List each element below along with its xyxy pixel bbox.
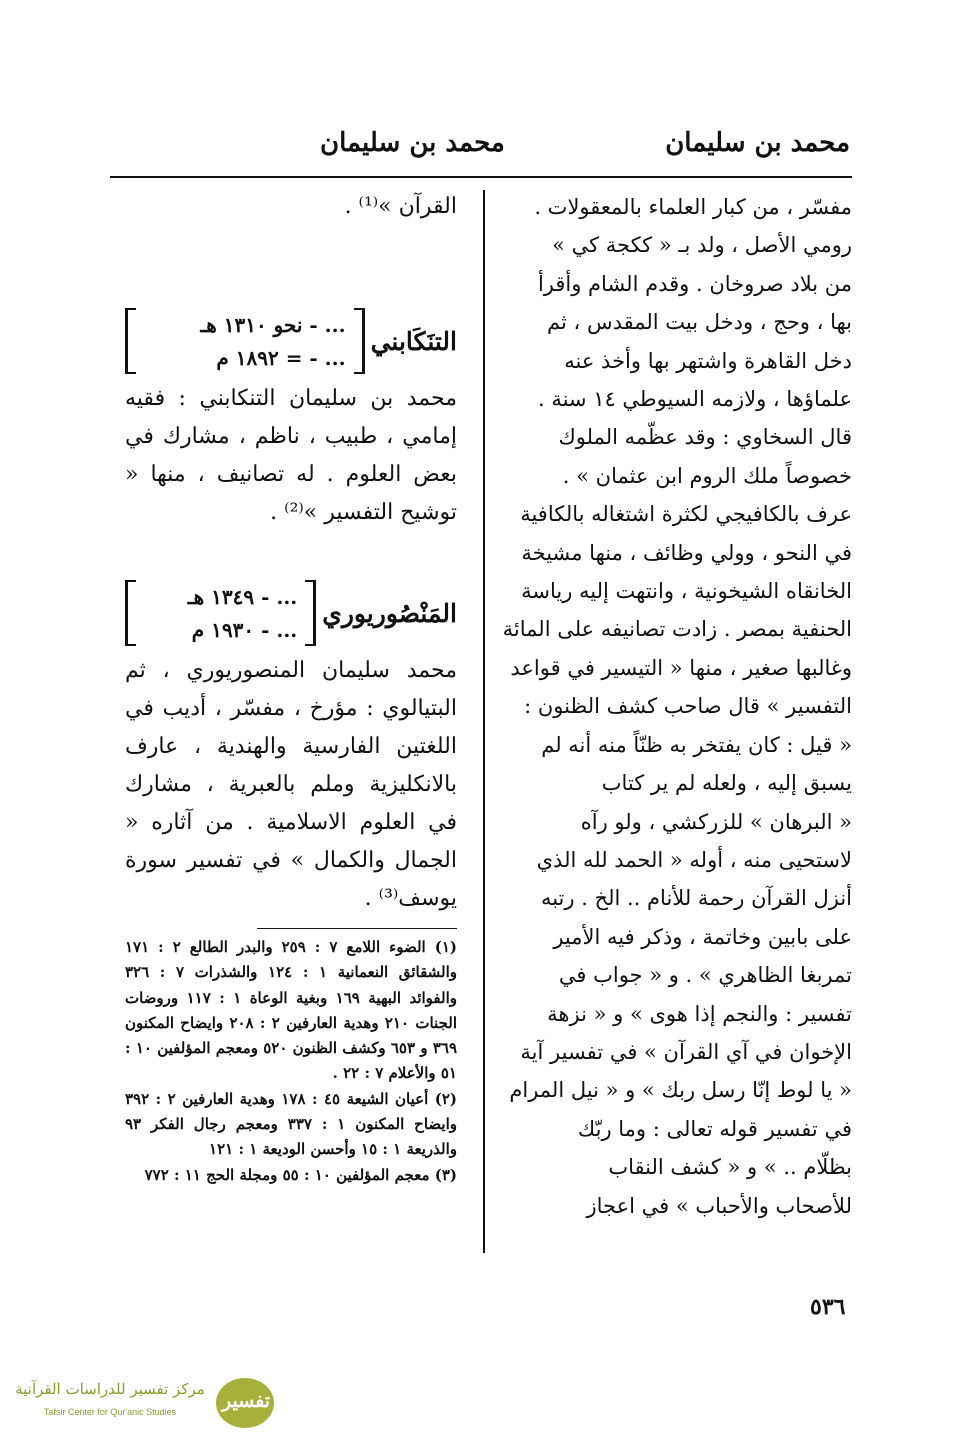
left-column xyxy=(125,188,457,1188)
footnote: (٢) أعيان الشيعة ٤٥ : ١٧٨ وهدية العارفين ٢ : ٣٩٢ وايضاح المكنون ١ : ٣٣٧ ومعجم رجال الفكر ٩٣ والذريعة ١ : ١٥ وأحسن الوديعة ١ : ١٢١ xyxy=(125,1089,457,1159)
text-line: التفسير » قال صاحب كشف الظنون : xyxy=(524,694,852,719)
text-line: تمربغا الظاهري » . و « جواب في xyxy=(558,963,852,988)
text-line: « يا لوط إنّا رسل ربك » و « نيل المرام xyxy=(509,1078,852,1103)
bracket-left xyxy=(125,580,136,646)
footnote: (١) الضوء اللامع ٧ : ٢٥٩ والبدر الطالع ٢ : ١٧١ والشقائق النعمانية ١ : ١٢٤ والشذرات ٧ : ٣٢٦ والفوائد البهية ١٦٩ وبغية الوعاة ١ : ١١٧ وروضات الجنات ٢١٠ وهدية العارفين ٢ : ٢٠٨ وايضاح المكنون ٣٦٩ و ٦٥٣ وكشف الظنون ٥٢٠ ومعجم المؤلفين ١٠ : ٥١ والأعلام ٧ : ٢٢ . xyxy=(125,938,458,1083)
date-gregorian: ... - = ١٨٩٢ م xyxy=(216,345,346,370)
text-line: في النحو ، وولي وظائف ، منها مشيخة xyxy=(521,540,852,565)
header-title-right: محمد بن سليمان xyxy=(665,128,850,158)
header-title-left: محمد بن سليمان xyxy=(320,128,505,158)
logo-arabic-text: مركز تفسير للدراسات القرآنية xyxy=(15,1380,205,1398)
continuation-text: القرآن »⁽¹⁾ . xyxy=(344,194,457,219)
text-line: الإخوان في آي القرآن » في تفسير آية xyxy=(520,1039,852,1064)
entry-body: محمد بن سليمان التنكابني : فقيه إمامي ، طبيب ، ناظم ، مشارك في بعض العلوم . له تصانيف ، منها « توشيح التفسير »⁽²⁾ . xyxy=(125,386,457,525)
text-line: الحنفية بمصر . زادت تصانيفه على المائة xyxy=(502,617,852,642)
bracket-right xyxy=(354,308,365,374)
text-line: « قيل : كان يفتخر به ظنّاً منه أنه لم xyxy=(541,732,852,757)
running-header xyxy=(105,128,850,172)
text-line: قال السخاوي : وقد عظّمه الملوك xyxy=(558,425,852,450)
text-line: يسبق إليه ، ولعله لم ير كتاب xyxy=(601,771,852,796)
date-bracket xyxy=(125,308,365,374)
footnotes xyxy=(125,935,457,1188)
text-line: تفسير : والنجم إذا هوى » و « نزهة xyxy=(547,1001,852,1026)
text-line: « البرهان » للزركشي ، ولو رآه xyxy=(580,809,852,834)
entry-heading-tonekaboni xyxy=(125,302,457,380)
logo-emblem-word: تفسير xyxy=(222,1390,271,1412)
text-line: في تفسير قوله تعالى : وما ربّك xyxy=(577,1116,852,1141)
date-hijri: ... - نحو ١٣١٠ هـ xyxy=(200,312,346,337)
text-line: على بابين وخاتمة ، وذكر فيه الأمير xyxy=(553,924,852,949)
entry-dates xyxy=(136,308,354,374)
text-line: علماؤها ، ولازمه السيوطي ١٤ سنة . xyxy=(537,387,852,412)
column-divider xyxy=(483,190,485,1253)
date-bracket xyxy=(125,580,316,646)
text-line: دخل القاهرة واشتهر بها وأخذ عنه xyxy=(564,348,852,373)
text-line: رومي الأصل ، ولد بـ « ككجة كي » xyxy=(552,233,852,258)
entry-heading-mansurpuri xyxy=(125,574,457,652)
bracket-right xyxy=(305,580,316,646)
text-line: مفسّر ، من كبار العلماء بالمعقولات . xyxy=(534,195,852,219)
text-line: للأصحاب والأحباب » في اعجاز xyxy=(586,1193,852,1218)
date-hijri: ... - ١٣٤٩ هـ xyxy=(187,584,298,609)
page-number: ٥٣٦ xyxy=(810,1294,846,1320)
date-gregorian: ... - ١٩٣٠ م xyxy=(191,617,298,642)
text-line: خصوصاً ملك الروم ابن عثمان » . xyxy=(562,463,852,488)
text-line: وغالبها صغير ، منها « التيسير في قواعد xyxy=(510,655,852,680)
text-line: عرف بالكافيجي لكثرة اشتغاله بالكافية xyxy=(520,502,852,527)
entry-name: المَنْصُوريوري xyxy=(322,598,457,628)
footnote: (٣) معجم المؤلفين ١٠ : ٥٥ ومجلة الحج ١١ : ٧٧٢ xyxy=(144,1165,457,1184)
entry-body: محمد سليمان المنصوريوري ، ثم البتيالوي : مؤرخ ، مفسّر ، أديب في اللغتين الفارسية والهندية ، عارف بالانكليزية وملم بالعبرية ، مشارك في العلوم الاسلامية . من آثاره « الجمال والكمال » في تفسير سورة يوسف⁽³⁾ . xyxy=(125,658,457,911)
publisher-logo xyxy=(0,1372,290,1432)
text-line: لاستحيى منه ، أوله « الحمد لله الذي xyxy=(536,847,852,872)
bracket-left xyxy=(125,308,136,374)
text-line: أنزل القرآن رحمة للأنام .. الخ . رتبه xyxy=(540,886,852,911)
text-line: من بلاد صروخان . وقدم الشام وأقرأ xyxy=(537,271,852,296)
footnote-rule xyxy=(257,928,457,929)
logo-english-text: Tafsir Center for Qur'anic Studies xyxy=(43,1407,177,1417)
text-line: بظلّام .. » و « كشف النقاب xyxy=(608,1155,852,1180)
entry-name: التنَكَابني xyxy=(370,326,457,356)
text-line: بها ، وحج ، ودخل بيت المقدس ، ثم xyxy=(547,310,852,335)
text-line: الخانقاه الشيخونية ، وانتهت إليه رياسة xyxy=(521,579,852,604)
right-column xyxy=(500,188,852,1225)
entry-dates xyxy=(136,580,305,646)
header-rule xyxy=(110,176,852,178)
